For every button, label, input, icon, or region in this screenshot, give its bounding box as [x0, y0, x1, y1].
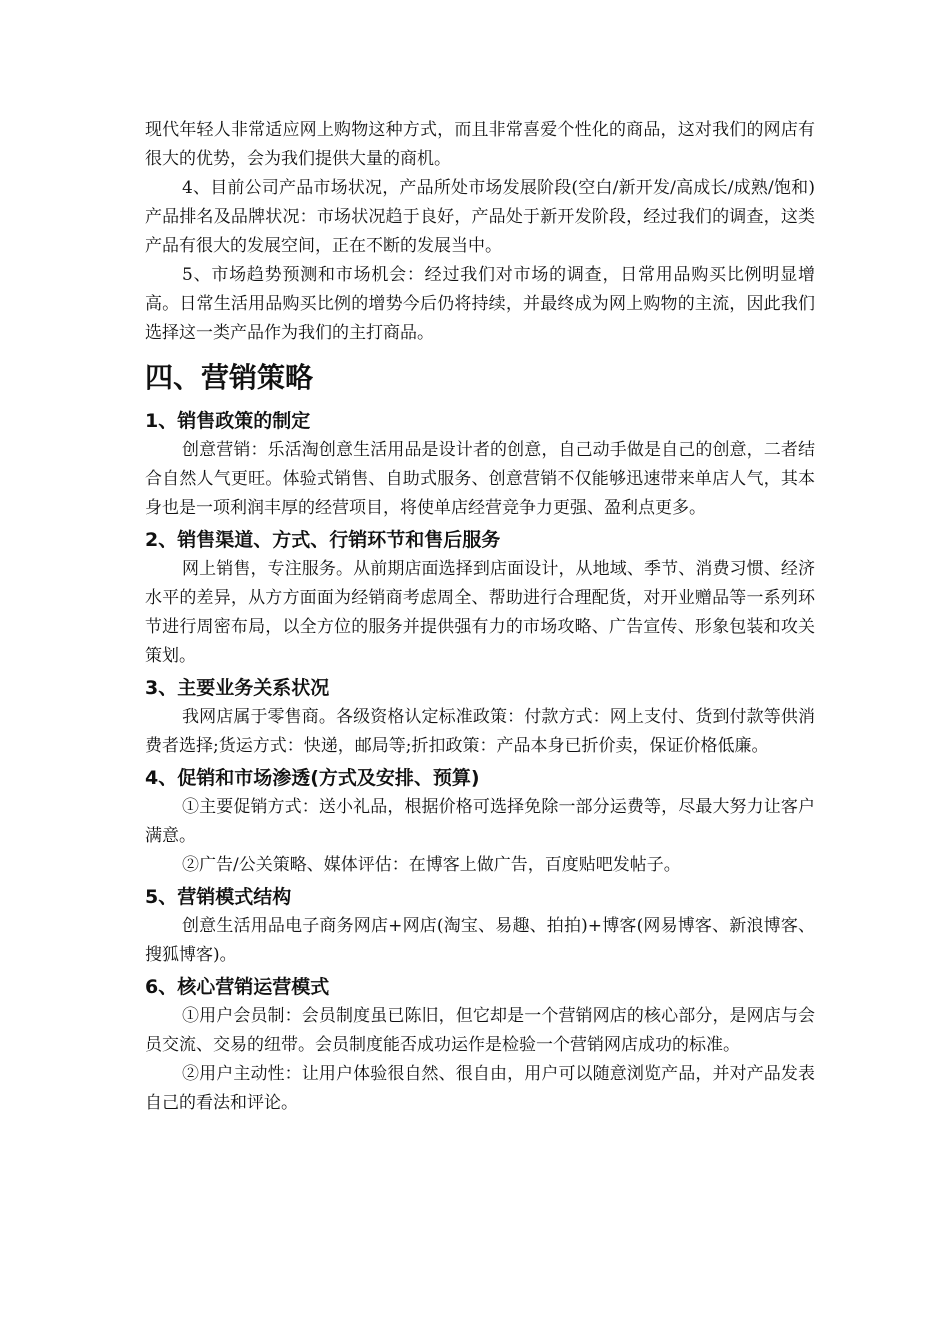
- paragraph: ①主要促销方式：送小礼品，根据价格可选择免除一部分运费等，尽最大努力让客户满意。: [145, 797, 815, 846]
- section-heading: 4、促销和市场渗透(方式及安排、预算): [145, 767, 480, 789]
- paragraph: 创意营销：乐活淘创意生活用品是设计者的创意，自己动手做是自己的创意，二者结合自然人气更旺。体验式销售、自助式服务、创意营销不仅能够迅速带来单店人气，其本身也是一项利润丰厚的经营项目，将使单店经营竞争力更强、盈利点更多。: [145, 440, 815, 518]
- section-heading: 1、销售政策的制定: [145, 410, 311, 432]
- paragraph: 网上销售，专注服务。从前期店面选择到店面设计，从地域、季节、消费习惯、经济水平的差异，从方方面面为经销商考虑周全、帮助进行合理配货，对开业赠品等一系列环节进行周密布局，以全方位的服务并提供强有力的市场攻略、广告宣传、形象包装和攻关策划。: [145, 559, 815, 666]
- document-body: [145, 116, 815, 1118]
- paragraph: ②用户主动性：让用户体验很自然、很自由，用户可以随意浏览产品，并对产品发表自己的看法和评论。: [145, 1064, 815, 1113]
- paragraph: 创意生活用品电子商务网店+网店(淘宝、易趣、拍拍)+博客(网易博客、新浪博客、搜狐博客)。: [145, 916, 815, 965]
- paragraph: ②广告/公关策略、媒体评估：在博客上做广告，百度贴吧发帖子。: [182, 855, 681, 875]
- paragraph: 现代年轻人非常适应网上购物这种方式，而且非常喜爱个性化的商品，这对我们的网店有很大的优势，会为我们提供大量的商机。: [145, 120, 815, 169]
- paragraph: 5、市场趋势预测和市场机会：经过我们对市场的调查，日常用品购买比例明显增高。日常生活用品购买比例的增势今后仍将持续，并最终成为网上购物的主流，因此我们选择这一类产品作为我们的主打商品。: [145, 265, 815, 343]
- section-heading: 3、主要业务关系状况: [145, 677, 330, 699]
- section-heading: 2、销售渠道、方式、行销环节和售后服务: [145, 529, 501, 551]
- paragraph: 我网店属于零售商。各级资格认定标准政策：付款方式：网上支付、货到付款等供消费者选择;货运方式：快递，邮局等;折扣政策：产品本身已折价卖，保证价格低廉。: [145, 707, 815, 756]
- chapter-title: 四、营销策略: [145, 361, 314, 394]
- section-heading: 6、核心营销运营模式: [145, 976, 330, 998]
- paragraph: 4、目前公司产品市场状况，产品所处市场发展阶段(空白/新开发/高成长/成熟/饱和)产品排名及品牌状况：市场状况趋于良好，产品处于新开发阶段，经过我们的调查，这类产品有很大的发展空间，正在不断的发展当中。: [145, 178, 815, 256]
- paragraph: ①用户会员制：会员制度虽已陈旧，但它却是一个营销网店的核心部分，是网店与会员交流、交易的纽带。会员制度能否成功运作是检验一个营销网店成功的标准。: [145, 1006, 815, 1055]
- section-heading: 5、营销模式结构: [145, 886, 292, 908]
